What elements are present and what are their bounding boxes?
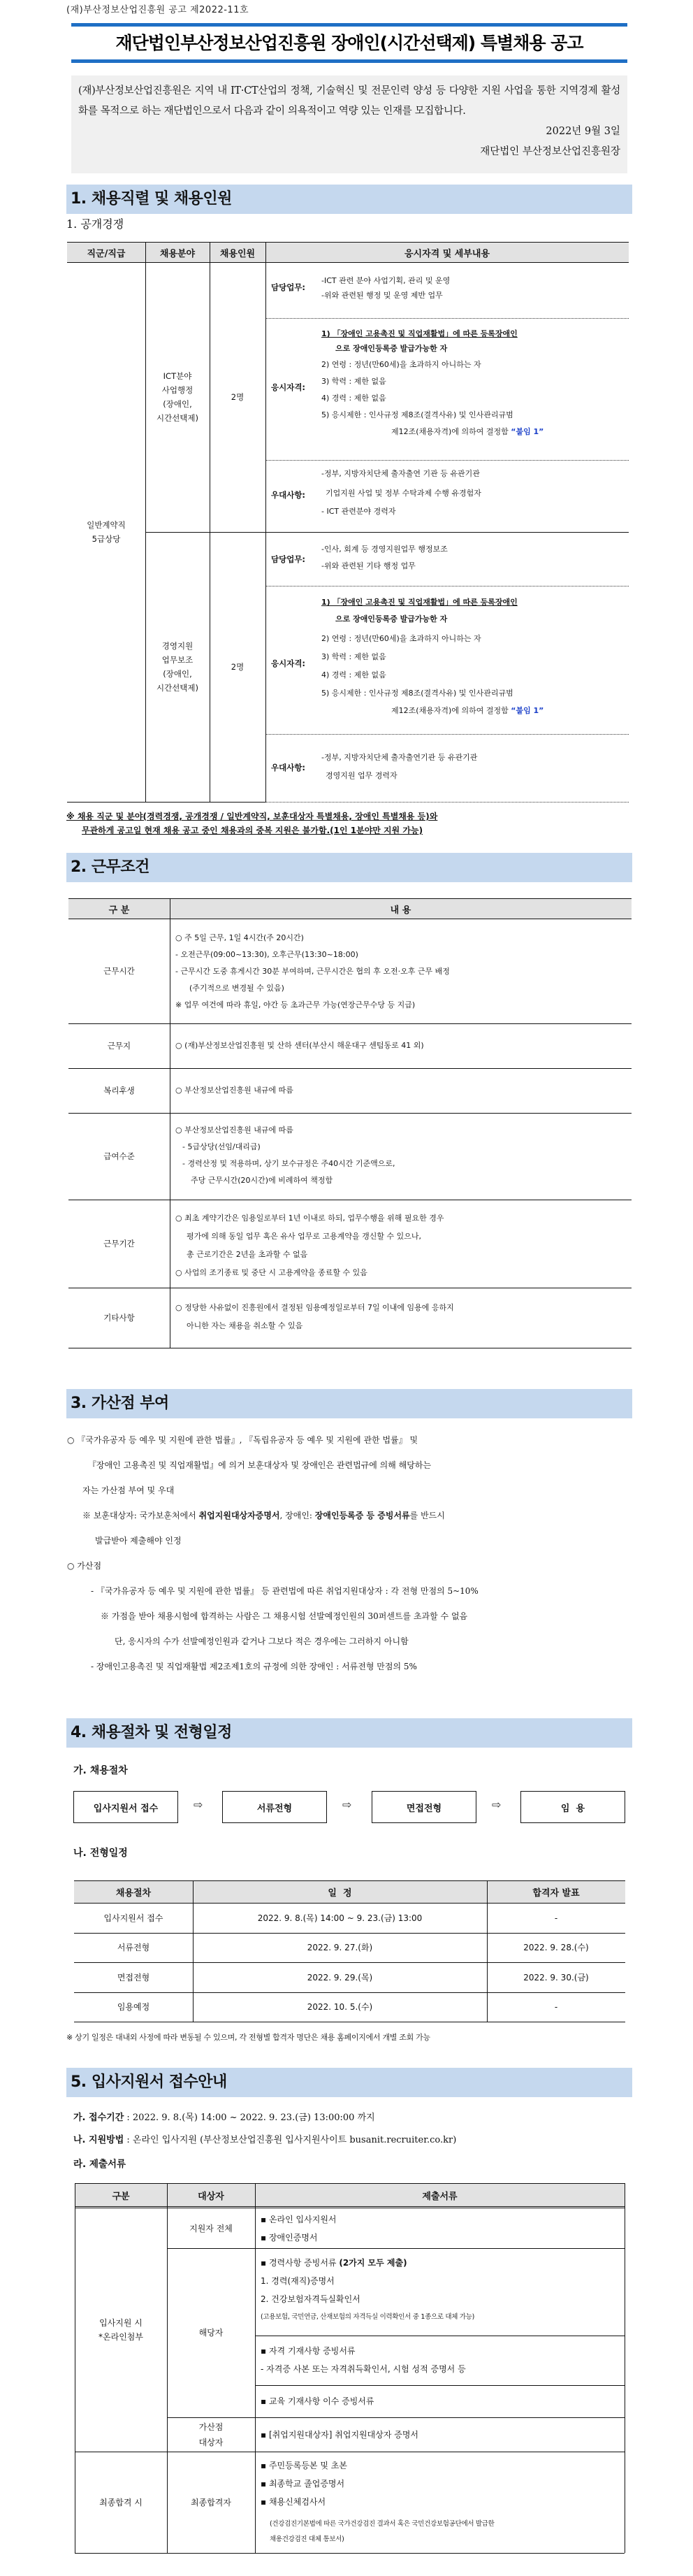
docs-career: ▪ 경력사항 증빙서류 (2가지 모두 제출) 1. 경력(재직)증명서 2. 건강보험자격득실확인서 (고용보험, 국민연금, 산재보험의 자격득실 이력확인서 중 1종으로 대체 가능) xyxy=(261,2258,475,2321)
target-final-pass: 최종합격자 xyxy=(191,2497,231,2507)
schedule-row-result: - xyxy=(554,2002,558,2012)
schedule-row-step: 서류전형 xyxy=(117,1943,150,1952)
field-cell-management: 경영지원 업무보조 (장애인, 시간선택제) xyxy=(156,641,199,693)
section-4-header: 4. 채용절차 및 전형일정 xyxy=(66,1718,632,1748)
documents-subtitle: 라. 제출서류 xyxy=(73,2159,126,2170)
count-cell-ict: 2명 xyxy=(231,392,245,402)
docs-bonus: ▪ [취업지원대상자] 취업지원대상자 증명서 xyxy=(261,2430,419,2440)
schedule-row-date: 2022. 9. 29.(목) xyxy=(307,1972,373,1983)
notice-date: 2022년 9월 3일 xyxy=(546,126,620,137)
row-label-location: 근무지 xyxy=(107,1041,131,1051)
row-label-welfare: 복리후생 xyxy=(103,1086,135,1095)
col-header-count: 채용인원 xyxy=(210,243,265,262)
schedule-row-result: 2022. 9. 30.(금) xyxy=(523,1972,589,1983)
schedule-row-date: 2022. 9. 27.(화) xyxy=(307,1943,373,1952)
col-header-details: 응시자격 및 세부내용 xyxy=(265,243,629,262)
col-header-result: 합격자 발표 xyxy=(487,1881,625,1903)
row-content-hours: ○ 주 5일 근무, 1일 4시간(주 20시간) - 오전근무(09:00~13:30), 오후근무(13:30~18:00) - 근무시간 도중 휴게시간 30분 부여하며, 근무시간은 협의 후 오전·오후 근무 배정 (주기적으로 변경될 수 있음) ※ 업무 여건에 따라 휴일, 야간 등 초과근무 가능(연장근무수당 등 지급) xyxy=(175,933,450,1009)
target-all-applicants: 지원자 전체 xyxy=(189,2223,233,2233)
arrow-right-icon: ⇨ xyxy=(194,1798,203,1811)
docs-all-applicants: ▪ 온라인 입사지원서 ▪ 장애인증명서 xyxy=(261,2215,337,2243)
health-check-note: (건강검진기본법에 따른 국가건강검진 결과서 혹은 국민건강보험공단에서 발급한 채용건강검진 대체 통보서) xyxy=(270,2520,495,2543)
attachment-ref: “붙임 1” xyxy=(511,706,544,715)
col-header-target: 대상자 xyxy=(167,2184,255,2206)
field-cell-ict: ICT분야 사업행정 (장애인, 시간선택제) xyxy=(156,371,199,423)
col-header-documents: 제출서류 xyxy=(255,2184,625,2206)
flow-step-interview: 면접전형 xyxy=(372,1791,476,1823)
schedule-row-result: - xyxy=(554,1913,558,1923)
flow-step-document-screening: 서류전형 xyxy=(222,1791,327,1823)
bonus-points-text: ○ 『국가유공자 등 예우 및 지원에 관한 법률』, 『독립유공자 등 예우 및 지원에 관한 법률』 및 『장애인 고용촉진 및 직업재활법』에 의거 보훈대상자 및 장애인은 관련법규에 의해 해당하는 자는 가산점 부여 및 우대 ※ 보훈대상자: 국가보훈처에서 취업지원대상자증명서, 장애인: 장애인등록증 등 증빙서류를 반드시 발급받아 제출해야 인정 ○ 가산점 - 『국가유공자 등 예우 및 지원에 관한 법률』 등 관련법에 따른 취업지원대상자 : 각 전형 만점의 5~10% ※ 가점을 받아 채용시험에 합격하는 사람은 그 채용시험 선발예정인원의 30퍼센트를 초과할 수 없음 단, 응시자의 수가 선발예정인원과 같거나 그보다 적은 경우에는 그러하지 아니함 - 장애인고용촉진 및 직업재활법 제2조제1호의 규정에 의한 장애인 : 서류전형 만점의 5% xyxy=(67,1435,479,1671)
row-content-location: ○ (재)부산정보산업진흥원 및 산하 센터(부산시 해운대구 센텀동로 41 외) xyxy=(175,1041,424,1050)
col-header-content: 내 용 xyxy=(170,899,632,919)
row-content-period: ○ 최초 계약기간은 임용일로부터 1년 이내로 하되, 업무수행을 위해 필요한 경우 평가에 의해 동일 업무 혹은 유사 업무로 고용계약을 갱신할 수 있으나, 총 근로기간은 2년을 초과할 수 없음 ○ 사업의 조기종료 및 중단 시 고용계약을 종료할 수 있음 xyxy=(175,1214,444,1277)
application-method: 나. 지원방법 : 온라인 입사지원 (부산정보산업진흥원 입사지원사이트 busanit.recruiter.co.kr) xyxy=(73,2135,457,2145)
row-label-hours: 근무시간 xyxy=(103,966,135,976)
count-cell-management: 2명 xyxy=(231,662,245,672)
col-header-category: 구분 xyxy=(75,2184,167,2206)
intro-box xyxy=(71,75,627,173)
duty-label: 담당업무: xyxy=(271,282,306,292)
schedule-note: ※ 상기 일정은 대내외 사정에 따라 변동될 수 있으며, 각 전형별 합격자 명단은 채용 홈페이지에서 개별 조회 가능 xyxy=(66,2033,430,2042)
schedule-row-date: 2022. 9. 8.(목) 14:00 ~ 9. 23.(금) 13:00 xyxy=(257,1913,423,1923)
attachment-ref: “붙임 1” xyxy=(511,427,544,436)
col-header-category: 구 분 xyxy=(68,899,170,919)
target-bonus: 가산점 대상자 xyxy=(198,2422,224,2447)
intro-text: (재)부산정보산업진흥원은 지역 내 IT·CT산업의 정책, 기술혁신 및 전문인력 양성 등 다양한 지원 사업을 통한 지역경제 활성화를 목적으로 하는 재단법인으로서 다음과 같이 의욕적이고 역량 있는 인재를 모집합니다. xyxy=(78,85,620,117)
grade-cell: 일반계약직 5급상당 xyxy=(87,520,126,544)
application-period: 가. 접수기간 : 2022. 9. 8.(목) 14:00 ~ 2022. 9. 23.(금) 13:00:00 까지 xyxy=(73,2113,375,2123)
col-header-schedule: 일 정 xyxy=(193,1881,487,1903)
schedule-row-result: 2022. 9. 28.(수) xyxy=(523,1943,589,1952)
col-header-step: 채용절차 xyxy=(74,1881,193,1903)
schedule-subtitle: 나. 전형일정 xyxy=(73,1848,128,1859)
section-2-header: 2. 근무조건 xyxy=(66,853,632,882)
flow-step-appointment: 임 용 xyxy=(520,1791,625,1823)
title-bottom-rule xyxy=(71,59,627,63)
docs-final-pass: ▪ 주민등록등본 및 초본 ▪ 최종학교 졸업증명서 ▪ 채용신체검사서 xyxy=(261,2461,347,2507)
duty-label: 담당업무: xyxy=(271,554,306,564)
section-3-header: 3. 가산점 부여 xyxy=(66,1389,632,1418)
arrow-right-icon: ⇨ xyxy=(342,1798,352,1811)
docs-education: ▪ 교육 기재사항 이수 증빙서류 xyxy=(261,2396,374,2406)
arrow-right-icon: ⇨ xyxy=(492,1798,502,1811)
docs-license: ▪ 자격 기재사항 증빙서류 - 자격증 사본 또는 자격취득확인서, 시험 성적 증명서 등 xyxy=(261,2346,466,2374)
row-content-etc: ○ 정당한 사유없이 진흥원에서 결정된 임용예정일로부터 7일 이내에 임용에 응하지 아니한 자는 채용을 취소할 수 있음 xyxy=(175,1303,454,1330)
flow-step-application: 입사지원서 접수 xyxy=(73,1791,178,1823)
schedule-row-step: 입사지원서 접수 xyxy=(103,1913,163,1923)
col-header-grade: 직군/직급 xyxy=(67,243,145,262)
pref-label: 우대사항: xyxy=(271,490,306,500)
row-label-salary: 급여수준 xyxy=(103,1151,135,1161)
group-on-application: 입사지원 시 *온라인첨부 xyxy=(99,2318,143,2342)
pref-label: 우대사항: xyxy=(271,763,306,772)
row-label-etc: 기타사항 xyxy=(103,1313,135,1323)
section-5-header: 5. 입사지원서 접수안내 xyxy=(66,2068,632,2097)
duplicate-application-warning: ※ 채용 직군 및 분야(경력경쟁, 공개경쟁 / 일반계약직, 보훈대상자 특별채용, 장애인 특별채용 등)와 무관하게 공고일 현재 채용 공고 중인 채용과의 중복 지원은 불가함.(1인 1분야만 지원 가능) xyxy=(66,812,438,835)
notice-number: (재)부산정보산업진흥원 공고 제2022-11호 xyxy=(66,5,249,15)
page-title: 재단법인부산정보산업진흥원 장애인(시간선택제) 특별채용 공고 xyxy=(115,33,583,53)
schedule-row-step: 임용예정 xyxy=(117,2002,150,2012)
section-1-header: 1. 채용직렬 및 채용인원 xyxy=(66,185,632,214)
section-1-subtitle: 1. 공개경쟁 xyxy=(66,217,124,231)
row-label-period: 근무기간 xyxy=(103,1239,135,1249)
row-content-welfare: ○ 부산정보산업진흥원 내규에 따름 xyxy=(175,1086,293,1095)
qual-label: 응시자격: xyxy=(271,659,306,668)
title-top-rule xyxy=(71,23,627,27)
col-header-field: 채용분야 xyxy=(145,243,210,262)
procedure-subtitle: 가. 채용절차 xyxy=(73,1765,128,1776)
qual-label: 응시자격: xyxy=(271,382,306,392)
schedule-row-step: 면접전형 xyxy=(117,1972,150,1983)
target-relevant: 해당자 xyxy=(198,2328,224,2338)
schedule-row-date: 2022. 10. 5.(수) xyxy=(307,2002,373,2012)
notice-signer: 재단법인 부산정보산업진흥원장 xyxy=(480,146,620,157)
row-content-salary: ○ 부산정보산업진흥원 내규에 따름 - 5급상당(선임/대리급) - 경력산정 및 적용하며, 상기 보수규정은 주40시간 기준액으로, 주당 근무시간(20시간)에 비례하여 책정함 xyxy=(175,1125,395,1185)
group-final-pass: 최종합격 시 xyxy=(99,2497,143,2507)
